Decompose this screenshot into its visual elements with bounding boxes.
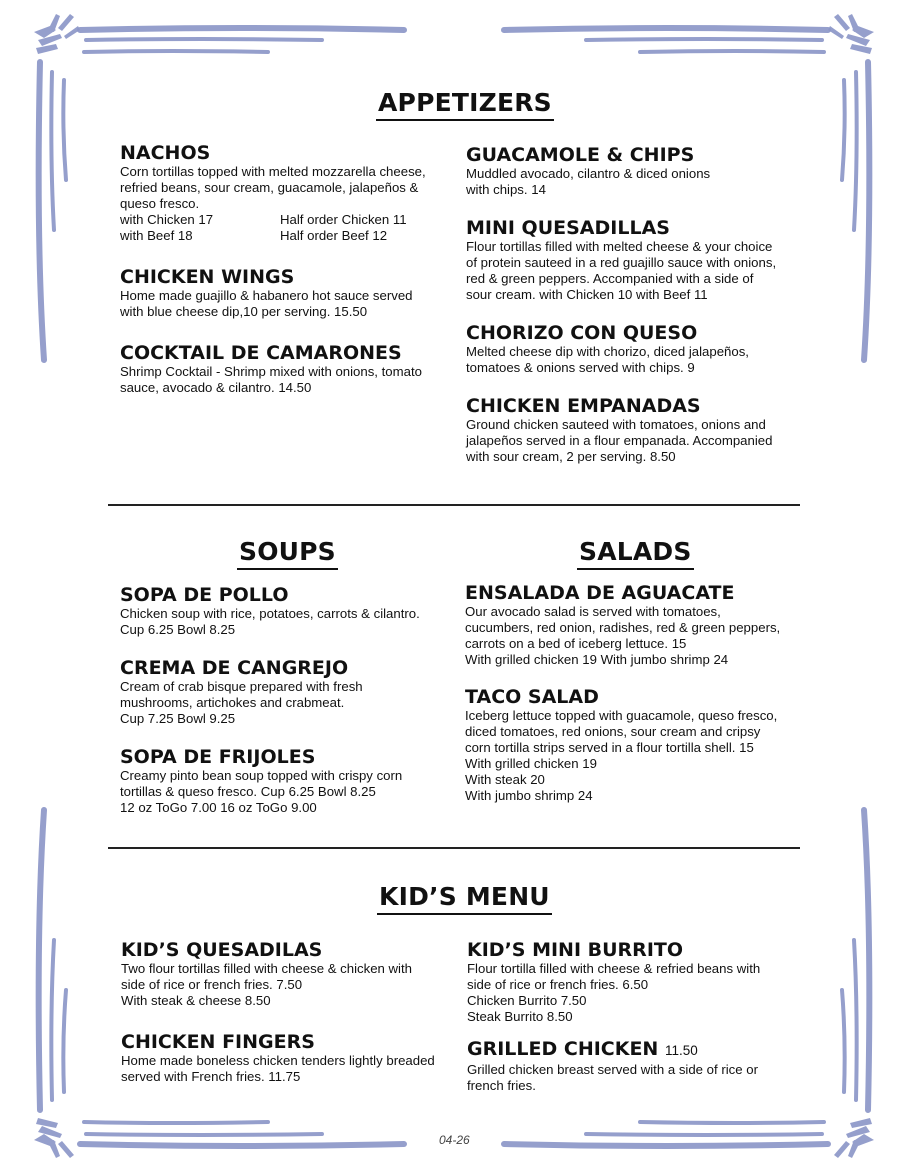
price-options-row: with Chicken 17 Half order Chicken 11 [120, 212, 407, 227]
menu-item-crema-de-cangrejo [120, 657, 450, 727]
appetizers-right-column [466, 144, 806, 465]
item-description: Home made boneless chicken tenders lightly breaded served with French fries. 11.75 [121, 1053, 435, 1084]
item-name: KID’S MINI BURRITO [467, 939, 683, 961]
item-name: MINI QUESADILLAS [466, 217, 670, 239]
item-name: GRILLED CHICKEN 11.50 [467, 1038, 698, 1060]
item-description: Chicken soup with rice, potatoes, carrots & cilantro. Cup 6.25 Bowl 8.25 [120, 606, 420, 637]
menu-item-kids-mini-burrito [467, 939, 807, 1025]
appetizers-left-column [120, 142, 450, 396]
appetizers-title: APPETIZERS [376, 88, 554, 121]
item-price: 11.50 [664, 1043, 698, 1058]
item-name: KID’S QUESADILAS [121, 939, 323, 961]
soups-title: SOUPS [237, 537, 338, 570]
menu-item-chicken-wings [120, 266, 450, 320]
kids-left-column [121, 939, 451, 1085]
kids-right-column [467, 939, 807, 1094]
item-description: Iceberg lettuce topped with guacamole, queso fresco, diced tomatoes, red onions, sour cream and cripsy corn tortilla strips served in a flour tortilla shell. 15 With grilled chicken 19 With steak 20 With jumbo shrimp 24 [465, 708, 778, 803]
menu-item-guacamole-chips [466, 144, 806, 198]
item-description: Shrimp Cocktail - Shrimp mixed with onions, tomato sauce, avocado & cilantro. 14.50 [120, 364, 422, 395]
item-name: CREMA DE CANGREJO [120, 657, 349, 679]
menu-item-chorizo-con-queso [466, 322, 806, 376]
kids-menu-title: KID’S MENU [377, 882, 552, 915]
item-description: Two flour tortillas filled with cheese & chicken with side of rice or french fries. 7.50 With steak & cheese 8.50 [121, 961, 412, 1008]
item-name: SOPA DE FRIJOLES [120, 746, 316, 768]
menu-item-nachos [120, 142, 450, 244]
item-name: NACHOS [120, 142, 211, 164]
item-description: Our avocado salad is served with tomatoes, cucumbers, red onion, radishes, red & green peppers, carrots on a bed of iceberg lettuce. 15 With grilled chicken 19 With jumbo shrimp 24 [465, 604, 781, 667]
menu-item-mini-quesadillas [466, 217, 806, 303]
menu-item-grilled-chicken [467, 1038, 807, 1094]
menu-item-ensalada-de-aguacate [465, 582, 805, 668]
menu-item-kids-quesadilas [121, 939, 451, 1009]
item-name: CHICKEN EMPANADAS [466, 395, 701, 417]
menu-item-chicken-fingers [121, 1031, 451, 1085]
item-name: CHICKEN WINGS [120, 266, 295, 288]
menu-item-sopa-de-frijoles [120, 746, 450, 816]
item-name: SOPA DE POLLO [120, 584, 289, 606]
footer-code: 04-26 [439, 1133, 470, 1147]
item-description: Melted cheese dip with chorizo, diced jalapeños, tomatoes & onions served with chips. 9 [466, 344, 749, 375]
item-description: Flour tortilla filled with cheese & refried beans with side of rice or french fries. 6.50 Chicken Burrito 7.50 Steak Burrito 8.50 [467, 961, 761, 1024]
item-description: Home made guajillo & habanero hot sauce served with blue cheese dip,10 per serving. 15.50 [120, 288, 413, 319]
item-description: Ground chicken sauteed with tomatoes, onions and jalapeños served in a flour empanada. Accompanied with sour cream, 2 per serving. 8.50 [466, 417, 773, 464]
item-name: CHICKEN FINGERS [121, 1031, 315, 1053]
item-name: ENSALADA DE AGUACATE [465, 582, 735, 604]
price-options-row: with Beef 18 Half order Beef 12 [120, 228, 388, 243]
menu-item-chicken-empanadas [466, 395, 806, 465]
item-description: Flour tortillas filled with melted cheese & your choice of protein sauteed in a red guajillo sauce with onions, red & green peppers. Accompanied with a side of sour cream. with Chicken 10 with Beef 11 [466, 239, 777, 302]
salads-title: SALADS [577, 537, 694, 570]
section-divider [108, 847, 800, 849]
item-description: Muddled avocado, cilantro & diced onions with chips. 14 [466, 166, 711, 197]
item-name: CHORIZO CON QUESO [466, 322, 698, 344]
section-divider [108, 504, 800, 506]
item-name: GUACAMOLE & CHIPS [466, 144, 695, 166]
item-description: Grilled chicken breast served with a side of rice or french fries. [467, 1062, 758, 1093]
soups-column [120, 584, 450, 816]
item-description: Cream of crab bisque prepared with fresh mushrooms, artichokes and crabmeat. Cup 7.25 Bowl 9.25 [120, 679, 363, 726]
item-description: Creamy pinto bean soup topped with crispy corn tortillas & queso fresco. Cup 6.25 Bowl 8.25 12 oz ToGo 7.00 16 oz ToGo 9.00 [120, 768, 403, 815]
menu-item-taco-salad [465, 686, 805, 804]
salads-column [465, 582, 805, 804]
menu-item-sopa-de-pollo [120, 584, 450, 638]
item-name: COCKTAIL DE CAMARONES [120, 342, 402, 364]
menu-item-cocktail-de-camarones [120, 342, 450, 396]
item-description: Corn tortillas topped with melted mozzarella cheese, refried beans, sour cream, guacamole, jalapeños & queso fresco. [120, 164, 426, 211]
item-name: TACO SALAD [465, 686, 599, 708]
